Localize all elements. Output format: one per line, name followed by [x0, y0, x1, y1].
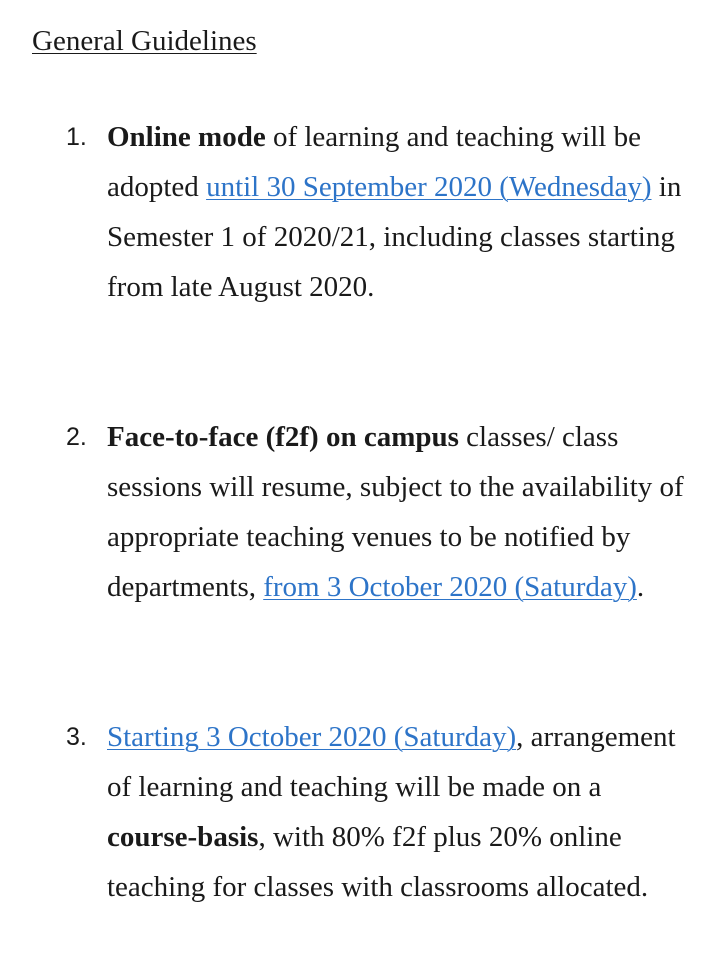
body-text: .: [636, 571, 645, 603]
date-link[interactable]: until 30 September 2020 (Wednesday): [206, 171, 652, 203]
body-text: classes/ class sessions will resume, subject to the availability of appropriate teaching venues to be notified by departments,: [107, 421, 684, 603]
item-number: 3.: [66, 723, 87, 751]
item-text: [107, 412, 692, 612]
item-number: 2.: [66, 423, 87, 451]
emphasis-text: Online mode: [107, 121, 266, 153]
page-title: General Guidelines: [32, 25, 257, 57]
item-text: [107, 712, 692, 912]
date-link[interactable]: from 3 October 2020 (Saturday): [263, 571, 637, 603]
date-link[interactable]: Starting 3 October 2020 (Saturday): [107, 721, 517, 753]
item-number: 1.: [66, 123, 87, 151]
body-text: of learning and teaching will be adopted: [107, 121, 641, 203]
item-text: [107, 112, 692, 312]
emphasis-text: Face-to-face (f2f) on campus: [107, 421, 459, 453]
body-text: , arrangement of learning and teaching will be made on a: [107, 721, 676, 803]
body-text: , with 80% f2f plus 20% online teaching for classes with classrooms allocated.: [107, 821, 649, 903]
body-text: in Semester 1 of 2020/21, including classes starting from late August 2020.: [107, 171, 682, 303]
emphasis-text: course-basis: [107, 821, 259, 853]
